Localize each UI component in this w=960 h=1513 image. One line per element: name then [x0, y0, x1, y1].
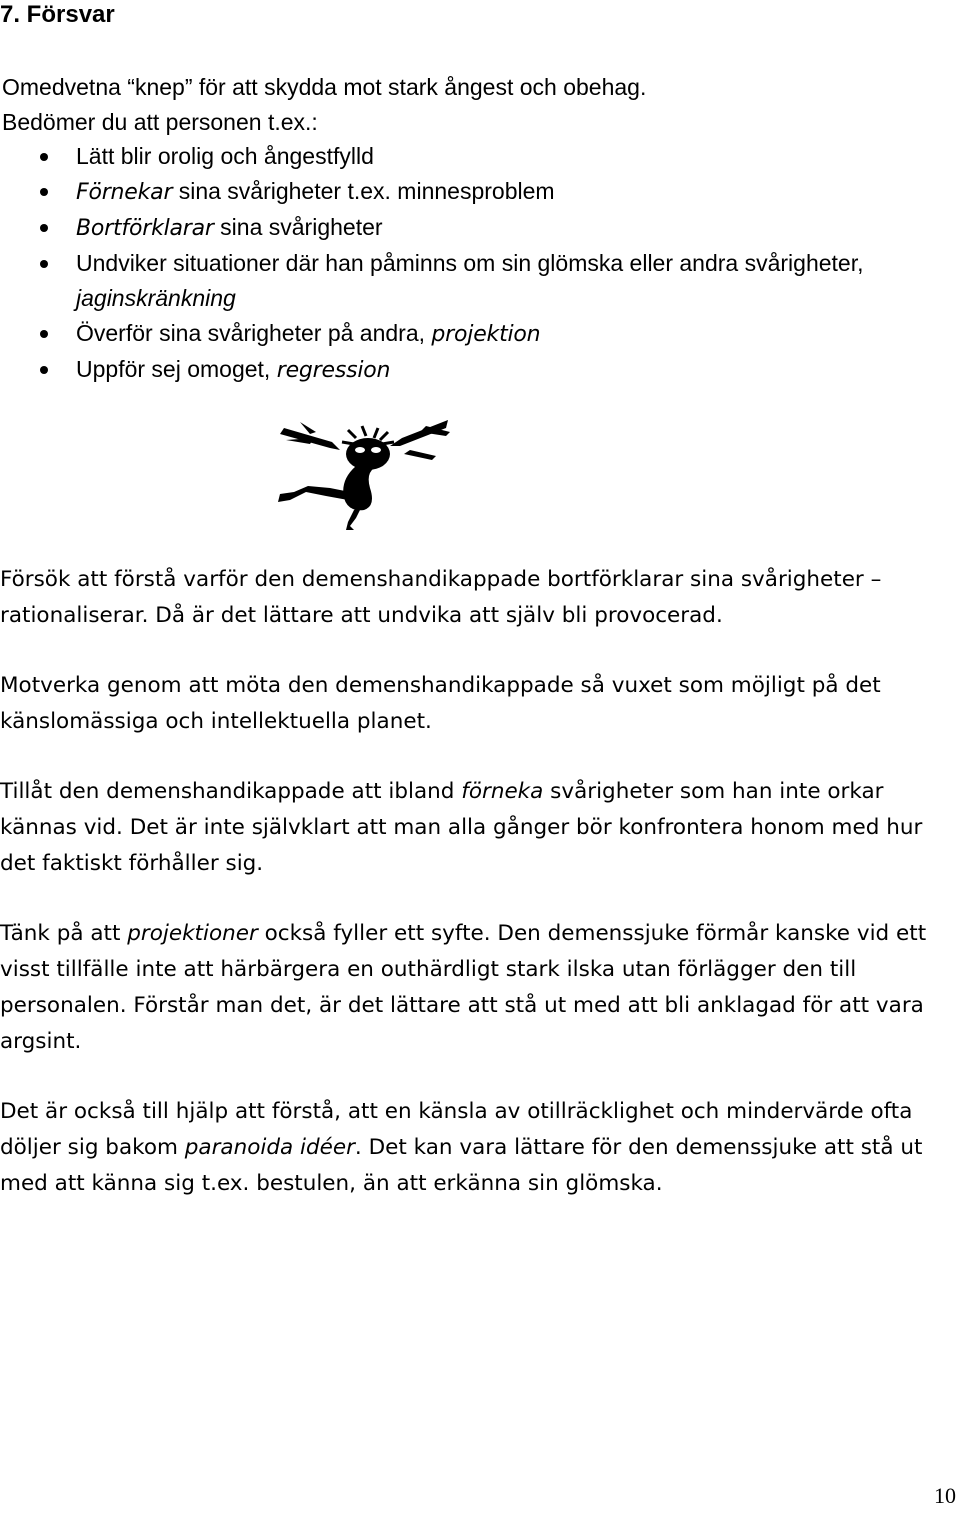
paragraph-emphasis: projektioner — [127, 921, 258, 946]
defense-list — [0, 139, 900, 388]
bullet-icon — [40, 224, 48, 232]
body-text — [0, 562, 958, 1236]
frustrated-figure-icon — [270, 414, 454, 532]
paragraph: Motverka genom att möta den demenshandikappade så vuxet som möjligt på det känslomässiga och intellektuella planet. — [0, 673, 881, 734]
list-item-text: sina svårigheter — [213, 214, 383, 240]
paragraph-emphasis: paranoida idéer — [184, 1135, 355, 1160]
list-item-emphasis: projektion — [431, 322, 541, 347]
list-item — [0, 210, 900, 246]
intro-line-1: Omedvetna “knep” för att skydda mot stark ångest och obehag. — [2, 74, 647, 100]
list-item-text: Undviker situationer där han påminns om sin glömska eller andra svårigheter, — [76, 250, 864, 276]
paragraph — [0, 774, 958, 882]
paragraph-text: också fyller ett syfte. Den demenssjuke förmår kanske vid ett visst tillfälle inte att härbärgera en outhärdligt stark ilska utan förlägger den till personalen. Förstår man det, är det lättare att stå ut med att bli anklagad för att vara argsint. — [0, 921, 927, 1054]
list-item-text: Överför sina svårigheter på andra, — [76, 320, 432, 346]
list-item — [0, 139, 900, 174]
list-item — [0, 316, 900, 352]
list-item — [0, 352, 900, 388]
paragraph-text: . Det kan vara lättare för den demenssjuke att stå ut med att känna sig t.ex. bestulen, än att erkänna sin glömska. — [0, 1135, 923, 1196]
list-item-text: sina svårigheter t.ex. minnesproblem — [172, 178, 555, 204]
bullet-icon — [40, 188, 48, 196]
paragraph — [0, 1094, 958, 1202]
intro — [2, 70, 646, 140]
bullet-icon — [40, 366, 48, 374]
bullet-icon — [40, 330, 48, 338]
list-item — [0, 246, 900, 316]
paragraph-text: Det är också till hjälp att förstå, att en känsla av otillräcklighet och mindervärde ofta döljer sig bakom — [0, 1099, 913, 1160]
paragraph: Försök att förstå varför den demenshandikappade bortförklarar sina svårigheter – rationaliserar. Då är det lättare att undvika att själv bli provocerad. — [0, 567, 882, 628]
page-number: 10 — [934, 1483, 956, 1508]
intro-line-2: Bedömer du att personen t.ex.: — [2, 109, 318, 135]
bullet-icon — [40, 153, 48, 161]
section-heading: 7. Försvar — [0, 1, 115, 28]
list-item-emphasis: regression — [276, 358, 391, 383]
list-item-text: Uppför sej omoget, — [76, 356, 277, 382]
paragraph-text: Tänk på att — [0, 921, 128, 946]
paragraph-emphasis: förneka — [461, 779, 544, 804]
list-item-emphasis: Bortförklarar — [76, 216, 214, 241]
paragraph — [0, 916, 958, 1060]
paragraph-text: svårigheter som han inte orkar kännas vid. Det är inte självklart att man alla gånger bör konfrontera honom med hur det faktiskt förhåller sig. — [0, 779, 923, 876]
list-item-emphasis: Förnekar — [76, 180, 173, 205]
paragraph-text: Tillåt den demenshandikappade att ibland — [0, 779, 462, 804]
list-item-emphasis: jaginskränkning — [76, 285, 236, 311]
bullet-icon — [40, 260, 48, 268]
list-item — [0, 174, 900, 210]
list-item-text: Lätt blir orolig och ångestfylld — [76, 143, 374, 169]
